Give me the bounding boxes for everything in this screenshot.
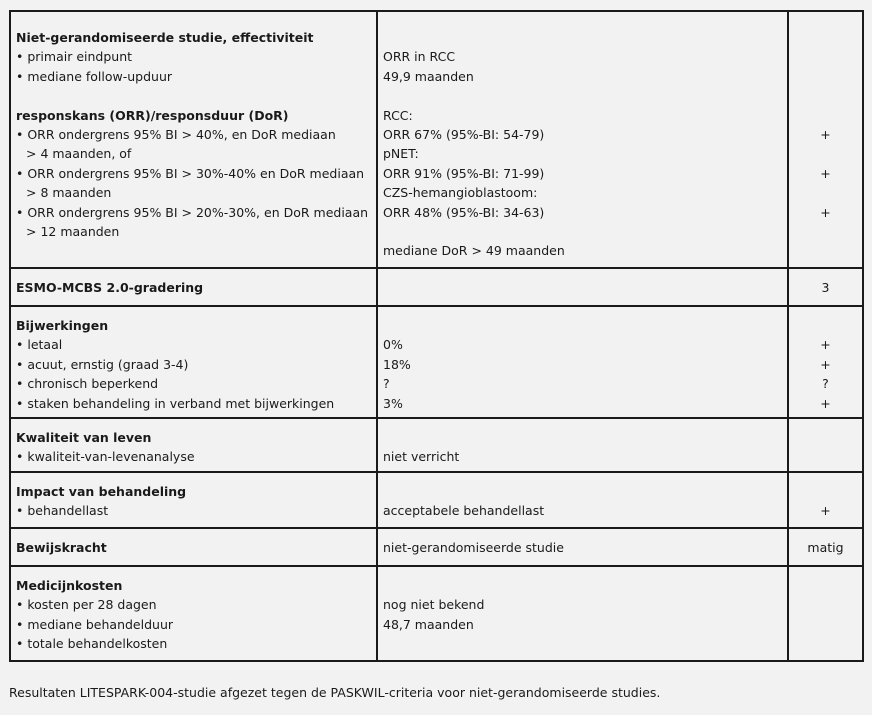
result-value: 3% [383,395,403,411]
criterion-label: • chronisch beperkend [16,376,159,392]
table-caption: Resultaten LITESPARK-004-studie afgezet tegen de PASKWIL-criteria voor niet-gerandomiseerde studies. [9,685,661,700]
result-cell [377,566,788,661]
result-cell [377,11,788,268]
criterion-label: • totale behandelkosten [16,636,168,652]
score-cell [788,528,863,566]
result-value: ORR 67% (95%-BI: 54-79) [383,126,545,142]
result-value: ORR 91% (95%-BI: 71-99) [383,165,545,181]
result-cell [377,418,788,472]
criteria-cell [10,566,377,661]
section-heading: Bewijskracht [16,539,107,555]
section-heading: Medicijnkosten [16,577,123,593]
criterion-label: • ORR ondergrens 95% BI > 40%, en DoR mediaan [16,126,336,142]
section-subheading: responskans (ORR)/responsduur (DoR) [16,107,289,123]
result-cell [377,268,788,306]
table-row [10,268,863,306]
result-value: pNET: [383,146,419,162]
criterion-label: • acuut, ernstig (graad 3-4) [16,356,189,372]
criterion-label: > 4 maanden, of [26,146,132,162]
table-row [10,306,863,418]
result-value: ? [383,376,390,392]
result-value: 18% [383,356,411,372]
criterion-label: • staken behandeling in verband met bijwerkingen [16,395,335,411]
criterion-label: • kwaliteit-van-levenanalyse [16,449,195,465]
criteria-cell [10,528,377,566]
section-heading: ESMO-MCBS 2.0-gradering [16,279,204,295]
score-value: + [820,126,831,142]
table-row [10,528,863,566]
result-cell [377,306,788,418]
table-row [10,472,863,528]
result-value: nog niet bekend [383,597,485,613]
criterion-label: • ORR ondergrens 95% BI > 30%-40% en DoR mediaan [16,165,365,181]
section-heading: Niet-gerandomiseerde studie, effectiviteit [16,30,314,45]
score-value: + [820,204,831,220]
result-value: ORR 48% (95%-BI: 34-63) [383,204,545,220]
result-value: 49,9 maanden [383,68,474,84]
criteria-cell [10,268,377,306]
result-value: mediane DoR > 49 maanden [383,243,565,259]
criterion-label: • letaal [16,337,63,353]
result-value: 0% [383,337,403,353]
result-value: CZS-hemangioblastoom: [383,185,538,201]
score-value: matig [807,539,844,555]
score-value: 3 [821,279,830,295]
score-cell [788,268,863,306]
table-row [10,11,863,268]
criterion-label: > 8 maanden [26,185,112,201]
criterion-label: > 12 maanden [26,223,120,239]
section-heading: Bijwerkingen [16,318,109,334]
criterion-label: • mediane follow-upduur [16,68,173,84]
criterion-label: • behandellast [16,503,109,519]
result-value: ORR in RCC [383,49,456,65]
score-value: + [820,503,831,519]
score-value: + [820,395,831,411]
score-cell [788,306,863,418]
score-value: ? [822,376,829,392]
result-cell [377,528,788,566]
criterion-label: • mediane behandelduur [16,616,174,632]
result-value: acceptabele behandellast [383,503,545,519]
result-value: 48,7 maanden [383,616,474,632]
section-heading: Kwaliteit van leven [16,430,152,446]
criterion-label: • ORR ondergrens 95% BI > 20%-30%, en DoR mediaan [16,204,369,220]
score-value: + [820,337,831,353]
score-cell [788,418,863,472]
result-value: niet-gerandomiseerde studie [383,539,564,555]
criterion-label: • kosten per 28 dagen [16,597,157,613]
result-value: niet verricht [383,449,460,465]
criteria-cell [10,472,377,528]
table-row [10,418,863,472]
score-value: + [820,356,831,372]
criteria-cell [10,418,377,472]
score-cell [788,472,863,528]
result-value: RCC: [383,107,413,123]
paskwil-table [9,10,864,662]
score-cell [788,11,863,268]
score-value: + [820,165,831,181]
criteria-cell [10,306,377,418]
table-row [10,566,863,661]
result-cell [377,472,788,528]
criterion-label: • primair eindpunt [16,49,133,65]
criteria-cell [10,11,377,268]
score-cell [788,566,863,661]
section-heading: Impact van behandeling [16,483,187,499]
